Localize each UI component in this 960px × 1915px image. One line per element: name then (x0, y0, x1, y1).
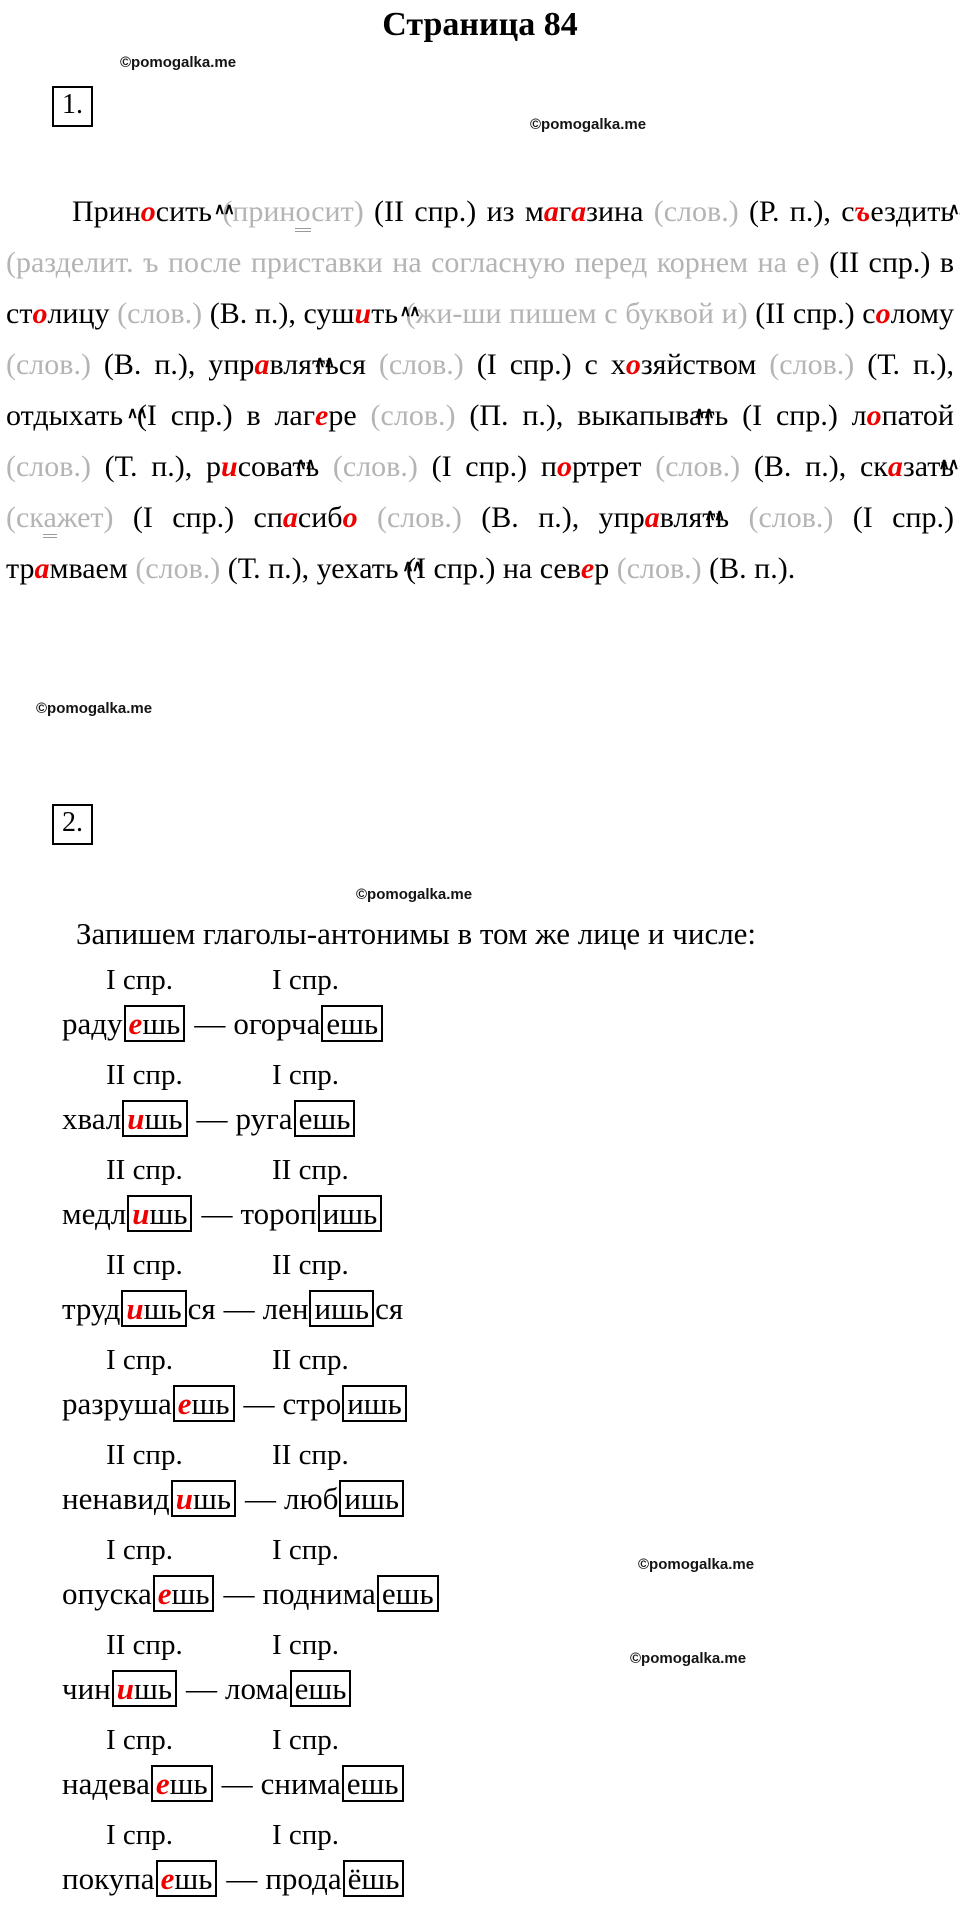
verb-pair-group (0, 1152, 960, 1247)
pair-dash: — (223, 1291, 255, 1326)
text-segment: (слов.) (748, 501, 834, 534)
highlight-letter: е (580, 552, 595, 585)
conjugation-label-row (0, 1342, 960, 1379)
highlight-letter: а (543, 195, 559, 228)
text-segment: (Р. п.), с (738, 195, 855, 228)
text-segment: (слов.) (769, 348, 855, 381)
highlight-letter: и (221, 450, 238, 483)
verb-pair-row (0, 1759, 960, 1817)
highlight-letter: ъ (854, 195, 871, 228)
text-segment: (В. п.). (701, 552, 796, 585)
text-segment: (слов.) (653, 195, 739, 228)
text-segment: (I спр.) с х (463, 348, 626, 381)
highlight-letter: и (175, 1481, 193, 1516)
verb-ending-box (342, 1385, 407, 1422)
text-segment: (ск (6, 501, 44, 534)
conjugation-label-left: II спр. (106, 1629, 183, 1661)
pair-dash: — (221, 1766, 253, 1801)
pair-dash: — (226, 1861, 258, 1896)
highlight-letter: а (887, 450, 903, 483)
conjugation-label-row (0, 1437, 960, 1474)
verb-pair-group (0, 1247, 960, 1342)
highlight-letter: и (126, 1291, 144, 1326)
verb-ending-box (321, 1005, 383, 1042)
text-segment: шь (144, 1101, 183, 1136)
text-segment: лому (890, 297, 955, 330)
verb-word (261, 1766, 405, 1801)
text-segment: патой (881, 399, 954, 432)
text-segment: зяйством (640, 348, 757, 381)
pair-dash: — (201, 1196, 233, 1231)
highlight-letter: и (116, 1671, 135, 1706)
verb-pair-row (0, 1474, 960, 1532)
text-segment: сиб (297, 501, 343, 534)
verb-word (265, 1861, 405, 1896)
page-title: Страница 84 (382, 6, 578, 43)
text-segment: (разделит. ъ после приставки на согласную перед корнем на е) (6, 246, 820, 279)
verb-word (62, 1006, 186, 1041)
text-segment: (жи-ши пишем с буквой и) (405, 297, 748, 330)
highlight-letter: е (160, 1861, 175, 1896)
pair-dash: — (186, 1671, 218, 1706)
verb-pair-row (0, 1664, 960, 1722)
text-segment: (слов.) (370, 399, 456, 432)
exercise-2-number: 2. (52, 804, 93, 845)
conjugation-label-row (0, 1722, 960, 1759)
text-segment: хвал (62, 1101, 122, 1136)
text-segment: лицу (47, 297, 110, 330)
text-segment: ненавид (62, 1481, 170, 1516)
text-segment: шь (171, 1576, 210, 1611)
highlight-letter: и (127, 1101, 145, 1136)
verb-word (262, 1576, 439, 1611)
text-segment: ишь (344, 1481, 399, 1516)
verb-ending-box (290, 1670, 352, 1707)
text-segment: шь (149, 1196, 188, 1231)
verb-ending-box (122, 1100, 187, 1137)
text-segment: ть (701, 399, 729, 432)
verb-pair-group (0, 962, 960, 1057)
exercise-1-text (6, 186, 954, 594)
watermark: ©pomogalka.me (530, 116, 647, 133)
highlight-letter: а (644, 501, 660, 534)
text-segment (641, 450, 655, 483)
conjugation-label-left: II спр. (106, 1154, 183, 1186)
text-segment: (прин (222, 195, 296, 228)
highlight-letter: е (128, 1006, 143, 1041)
verb-ending-box (127, 1195, 192, 1232)
conjugation-label-left: I спр. (106, 1344, 174, 1376)
text-segment: (I спр.) в лаг (123, 399, 316, 432)
text-segment: ть (927, 450, 955, 483)
text-segment: труд (62, 1291, 121, 1326)
verb-word (62, 1291, 216, 1326)
highlight-letter: а (34, 552, 50, 585)
text-segment: зина (586, 195, 644, 228)
verb-ending-box (171, 1480, 236, 1517)
text-segment (358, 501, 377, 534)
text-segment: (слов.) (332, 450, 418, 483)
text-segment (643, 195, 653, 228)
verb-word (284, 1481, 405, 1516)
text-segment: чин (62, 1671, 111, 1706)
conjugation-label-row (0, 1057, 960, 1094)
text-segment: руга (235, 1101, 293, 1136)
verb-ending-box (156, 1860, 218, 1897)
text-segment: ешь (346, 1766, 399, 1801)
verb-pair-group (0, 1342, 960, 1437)
text-segment: ишь (322, 1196, 378, 1231)
text-segment: (слов.) (616, 552, 702, 585)
verb-word (62, 1861, 218, 1896)
verb-ending-box (309, 1290, 374, 1327)
pair-dash: — (223, 1576, 255, 1611)
text-segment: (В. п.), ск (740, 450, 888, 483)
text-segment: шь (169, 1766, 208, 1801)
text-segment: прода (265, 1861, 342, 1896)
text-segment (110, 297, 118, 330)
highlight-letter: е (155, 1766, 170, 1801)
verb-word (236, 1101, 357, 1136)
text-segment: жет) (56, 501, 114, 534)
verb-ending-box (294, 1100, 356, 1137)
text-segment: ть (702, 501, 730, 534)
conjugation-label-right: I спр. (272, 1724, 340, 1756)
highlight-letter: о (140, 195, 156, 228)
text-segment (756, 348, 769, 381)
verb-pair-row (0, 1854, 960, 1912)
conjugation-label-right: I спр. (272, 1819, 340, 1851)
text-segment: ешь (294, 1671, 347, 1706)
suffix-marked-group: ∧∧ за (903, 450, 927, 483)
text-segment: ешь (298, 1101, 351, 1136)
text-segment (366, 348, 379, 381)
text-segment: ишь (347, 1386, 402, 1421)
verb-ending-box (377, 1575, 439, 1612)
verb-word (62, 1101, 189, 1136)
text-segment: (слов.) (376, 501, 462, 534)
text-segment: (слов.) (117, 297, 203, 330)
text-segment: Прин (72, 195, 141, 228)
text-segment: (I спр.) л (728, 399, 867, 432)
text-segment: (В. п.), упр (90, 348, 255, 381)
text-segment: (слов.) (6, 450, 91, 483)
pair-dash: — (243, 1386, 275, 1421)
verb-word (233, 1006, 384, 1041)
text-segment: (слов.) (378, 348, 464, 381)
verb-ending-box (151, 1765, 213, 1802)
verb-pair-row (0, 999, 960, 1057)
text-segment (357, 399, 371, 432)
text-segment: г (558, 195, 572, 228)
text-segment: тороп (240, 1196, 317, 1231)
verb-word (62, 1386, 236, 1421)
verb-pair-row (0, 1569, 960, 1627)
text-segment (609, 552, 617, 585)
text-segment: (слов.) (135, 552, 221, 585)
text-segment: ться (311, 348, 366, 381)
text-segment: с (237, 450, 252, 483)
text-segment (319, 450, 333, 483)
verb-pair-group (0, 1817, 960, 1912)
suffix-marked-group: ∧∧ ова (251, 450, 292, 483)
watermark: ©pomogalka.me (356, 886, 473, 903)
highlight-letter: о (342, 501, 358, 534)
text-segment: (II спр.) в ст (6, 246, 955, 330)
verb-pair-group (0, 1437, 960, 1532)
text-segment: о (295, 195, 311, 232)
suffix-marked-group: ∧∧ ать (359, 552, 398, 585)
text-segment: разруша (62, 1386, 172, 1421)
text-segment: шь (192, 1481, 231, 1516)
text-segment: (В. п.), суш (202, 297, 355, 330)
text-segment: ёшь (347, 1861, 400, 1896)
exercise-2-verb-rows (0, 962, 960, 1912)
conjugation-label-row (0, 1247, 960, 1284)
suffix-marked-group: ∧∧ ать (84, 399, 123, 432)
verb-pair-row (0, 1379, 960, 1437)
conjugation-label-right: II спр. (272, 1439, 349, 1471)
text-segment: поднима (262, 1576, 376, 1611)
conjugation-label-left: I спр. (106, 1724, 174, 1756)
verb-pair-row (0, 1189, 960, 1247)
conjugation-label-left: I спр. (106, 964, 174, 996)
verb-ending-box (124, 1005, 186, 1042)
verb-ending-box (112, 1670, 177, 1707)
verb-ending-box (342, 1765, 404, 1802)
text-segment: ртрет (571, 450, 642, 483)
text-segment: ть (371, 297, 398, 330)
conjugation-label-right: II спр. (272, 1249, 349, 1281)
suffix-marked-group: ∧∧ пыва (639, 399, 702, 432)
verb-ending-box (339, 1480, 404, 1517)
conjugation-label-row (0, 1817, 960, 1854)
text-segment: с (155, 195, 170, 228)
text-segment: огорча (233, 1006, 321, 1041)
text-segment: лен (262, 1291, 309, 1326)
verb-word (62, 1671, 178, 1706)
exercise-1-number: 1. (52, 86, 93, 127)
highlight-letter: и (132, 1196, 150, 1231)
text-segment: (П. п.), выка (455, 399, 639, 432)
highlight-letter: е (177, 1386, 192, 1421)
text-segment: люб (283, 1481, 339, 1516)
conjugation-label-row (0, 1152, 960, 1189)
text-segment: покупа (62, 1861, 155, 1896)
conjugation-label-left: II спр. (106, 1439, 183, 1471)
text-segment: ез (870, 195, 896, 228)
verb-word (62, 1481, 237, 1516)
conjugation-label-left: II спр. (106, 1059, 183, 1091)
text-segment: (I спр.) п (417, 450, 557, 483)
text-segment: (I спр.) на сев (398, 552, 581, 585)
text-segment: шь (191, 1386, 230, 1421)
conjugation-label-right: I спр. (272, 964, 340, 996)
verb-word (62, 1766, 214, 1801)
text-segment: лома (225, 1671, 289, 1706)
text-segment: стро (282, 1386, 342, 1421)
highlight-letter: а (254, 348, 270, 381)
text-segment: раду (62, 1006, 123, 1041)
verb-pair-group (0, 1532, 960, 1627)
highlight-letter: а (282, 501, 298, 534)
verb-ending-box (343, 1860, 405, 1897)
text-segment: сит) (311, 195, 364, 228)
verb-ending-box (318, 1195, 383, 1232)
highlight-letter: о (556, 450, 572, 483)
text-segment: опуска (62, 1576, 152, 1611)
text-segment: (Т. п.), отдых (6, 348, 955, 432)
verb-word (62, 1196, 193, 1231)
pair-dash: — (194, 1006, 226, 1041)
text-segment: (Т. п.), р (90, 450, 222, 483)
conjugation-label-left: I спр. (106, 1534, 174, 1566)
text-segment: шь (143, 1291, 182, 1326)
exercise-2-intro: Запишем глаголы-антонимы в том же лице и числе: (76, 916, 757, 951)
text-segment: надева (62, 1766, 150, 1801)
highlight-letter: о (866, 399, 882, 432)
conjugation-label-right: II спр. (272, 1154, 349, 1186)
suffix-marked-group (355, 297, 398, 330)
conjugation-label-left: II спр. (106, 1249, 183, 1281)
verb-ending-box (173, 1385, 235, 1422)
text-segment: шь (134, 1671, 173, 1706)
text-segment: ть (292, 450, 320, 483)
text-segment: р (594, 552, 610, 585)
text-segment: медл (62, 1196, 127, 1231)
text-segment (729, 501, 748, 534)
text-segment: ишь (314, 1291, 370, 1326)
conjugation-label-row (0, 962, 960, 999)
highlight-letter: а (571, 195, 587, 228)
text-segment: (I спр.) сп (113, 501, 283, 534)
text-segment: (II спр.) из м (363, 195, 544, 228)
verb-word (62, 1576, 215, 1611)
text-segment: ре (328, 399, 357, 432)
text-segment: (Т. п.), уех (220, 552, 360, 585)
text-segment: шь (142, 1006, 181, 1041)
text-segment: (слов.) (655, 450, 741, 483)
highlight-letter: о (625, 348, 641, 381)
text-segment: шь (174, 1861, 213, 1896)
conjugation-label-row (0, 1627, 960, 1664)
verb-word (225, 1671, 352, 1706)
watermark: ©pomogalka.me (120, 54, 237, 71)
text-segment: мваем (49, 552, 128, 585)
text-segment: (В. п.), упр (461, 501, 645, 534)
conjugation-label-right: I спр. (272, 1534, 340, 1566)
conjugation-label-right: I спр. (272, 1629, 340, 1661)
highlight-letter: о (32, 297, 48, 330)
highlight-letter: е (315, 399, 329, 432)
highlight-letter: е (157, 1576, 172, 1611)
text-segment: ся (375, 1291, 404, 1326)
text-segment: (II спр.) с (747, 297, 876, 330)
verb-word (283, 1386, 408, 1421)
watermark: ©pomogalka.me (638, 1556, 755, 1573)
pair-dash: — (244, 1481, 276, 1516)
verb-ending-box (153, 1575, 215, 1612)
highlight-letter: и (354, 297, 372, 330)
verb-pair-group (0, 1722, 960, 1817)
watermark: ©pomogalka.me (36, 700, 153, 717)
verb-pair-row (0, 1094, 960, 1152)
watermark: ©pomogalka.me (630, 1650, 747, 1667)
text-segment: (I спр.) тр (6, 501, 955, 585)
conjugation-label-right: II спр. (272, 1344, 349, 1376)
pair-dash: — (196, 1101, 228, 1136)
suffix-marked-group: ∧∧ вля (269, 348, 312, 381)
text-segment: снима (260, 1766, 341, 1801)
text-segment: ся (187, 1291, 216, 1326)
verb-pair-group (0, 1057, 960, 1152)
text-segment: а (43, 501, 56, 538)
verb-word (263, 1291, 403, 1326)
highlight-letter: о (875, 297, 891, 330)
verb-word (240, 1196, 383, 1231)
suffix-marked-group: ∧∧ дить (896, 195, 954, 228)
suffix-marked-group: ∧∧ ить (169, 195, 212, 228)
conjugation-label-right: I спр. (272, 1059, 340, 1091)
verb-pair-row (0, 1284, 960, 1342)
suffix-marked-group: ∧∧ вля (660, 501, 703, 534)
text-segment: (слов.) (6, 348, 91, 381)
verb-ending-box (121, 1290, 186, 1327)
text-segment: ешь (326, 1006, 379, 1041)
conjugation-label-left: I спр. (106, 1819, 174, 1851)
text-segment: ешь (381, 1576, 434, 1611)
verb-pair-group (0, 1627, 960, 1722)
conjugation-label-row (0, 1532, 960, 1569)
